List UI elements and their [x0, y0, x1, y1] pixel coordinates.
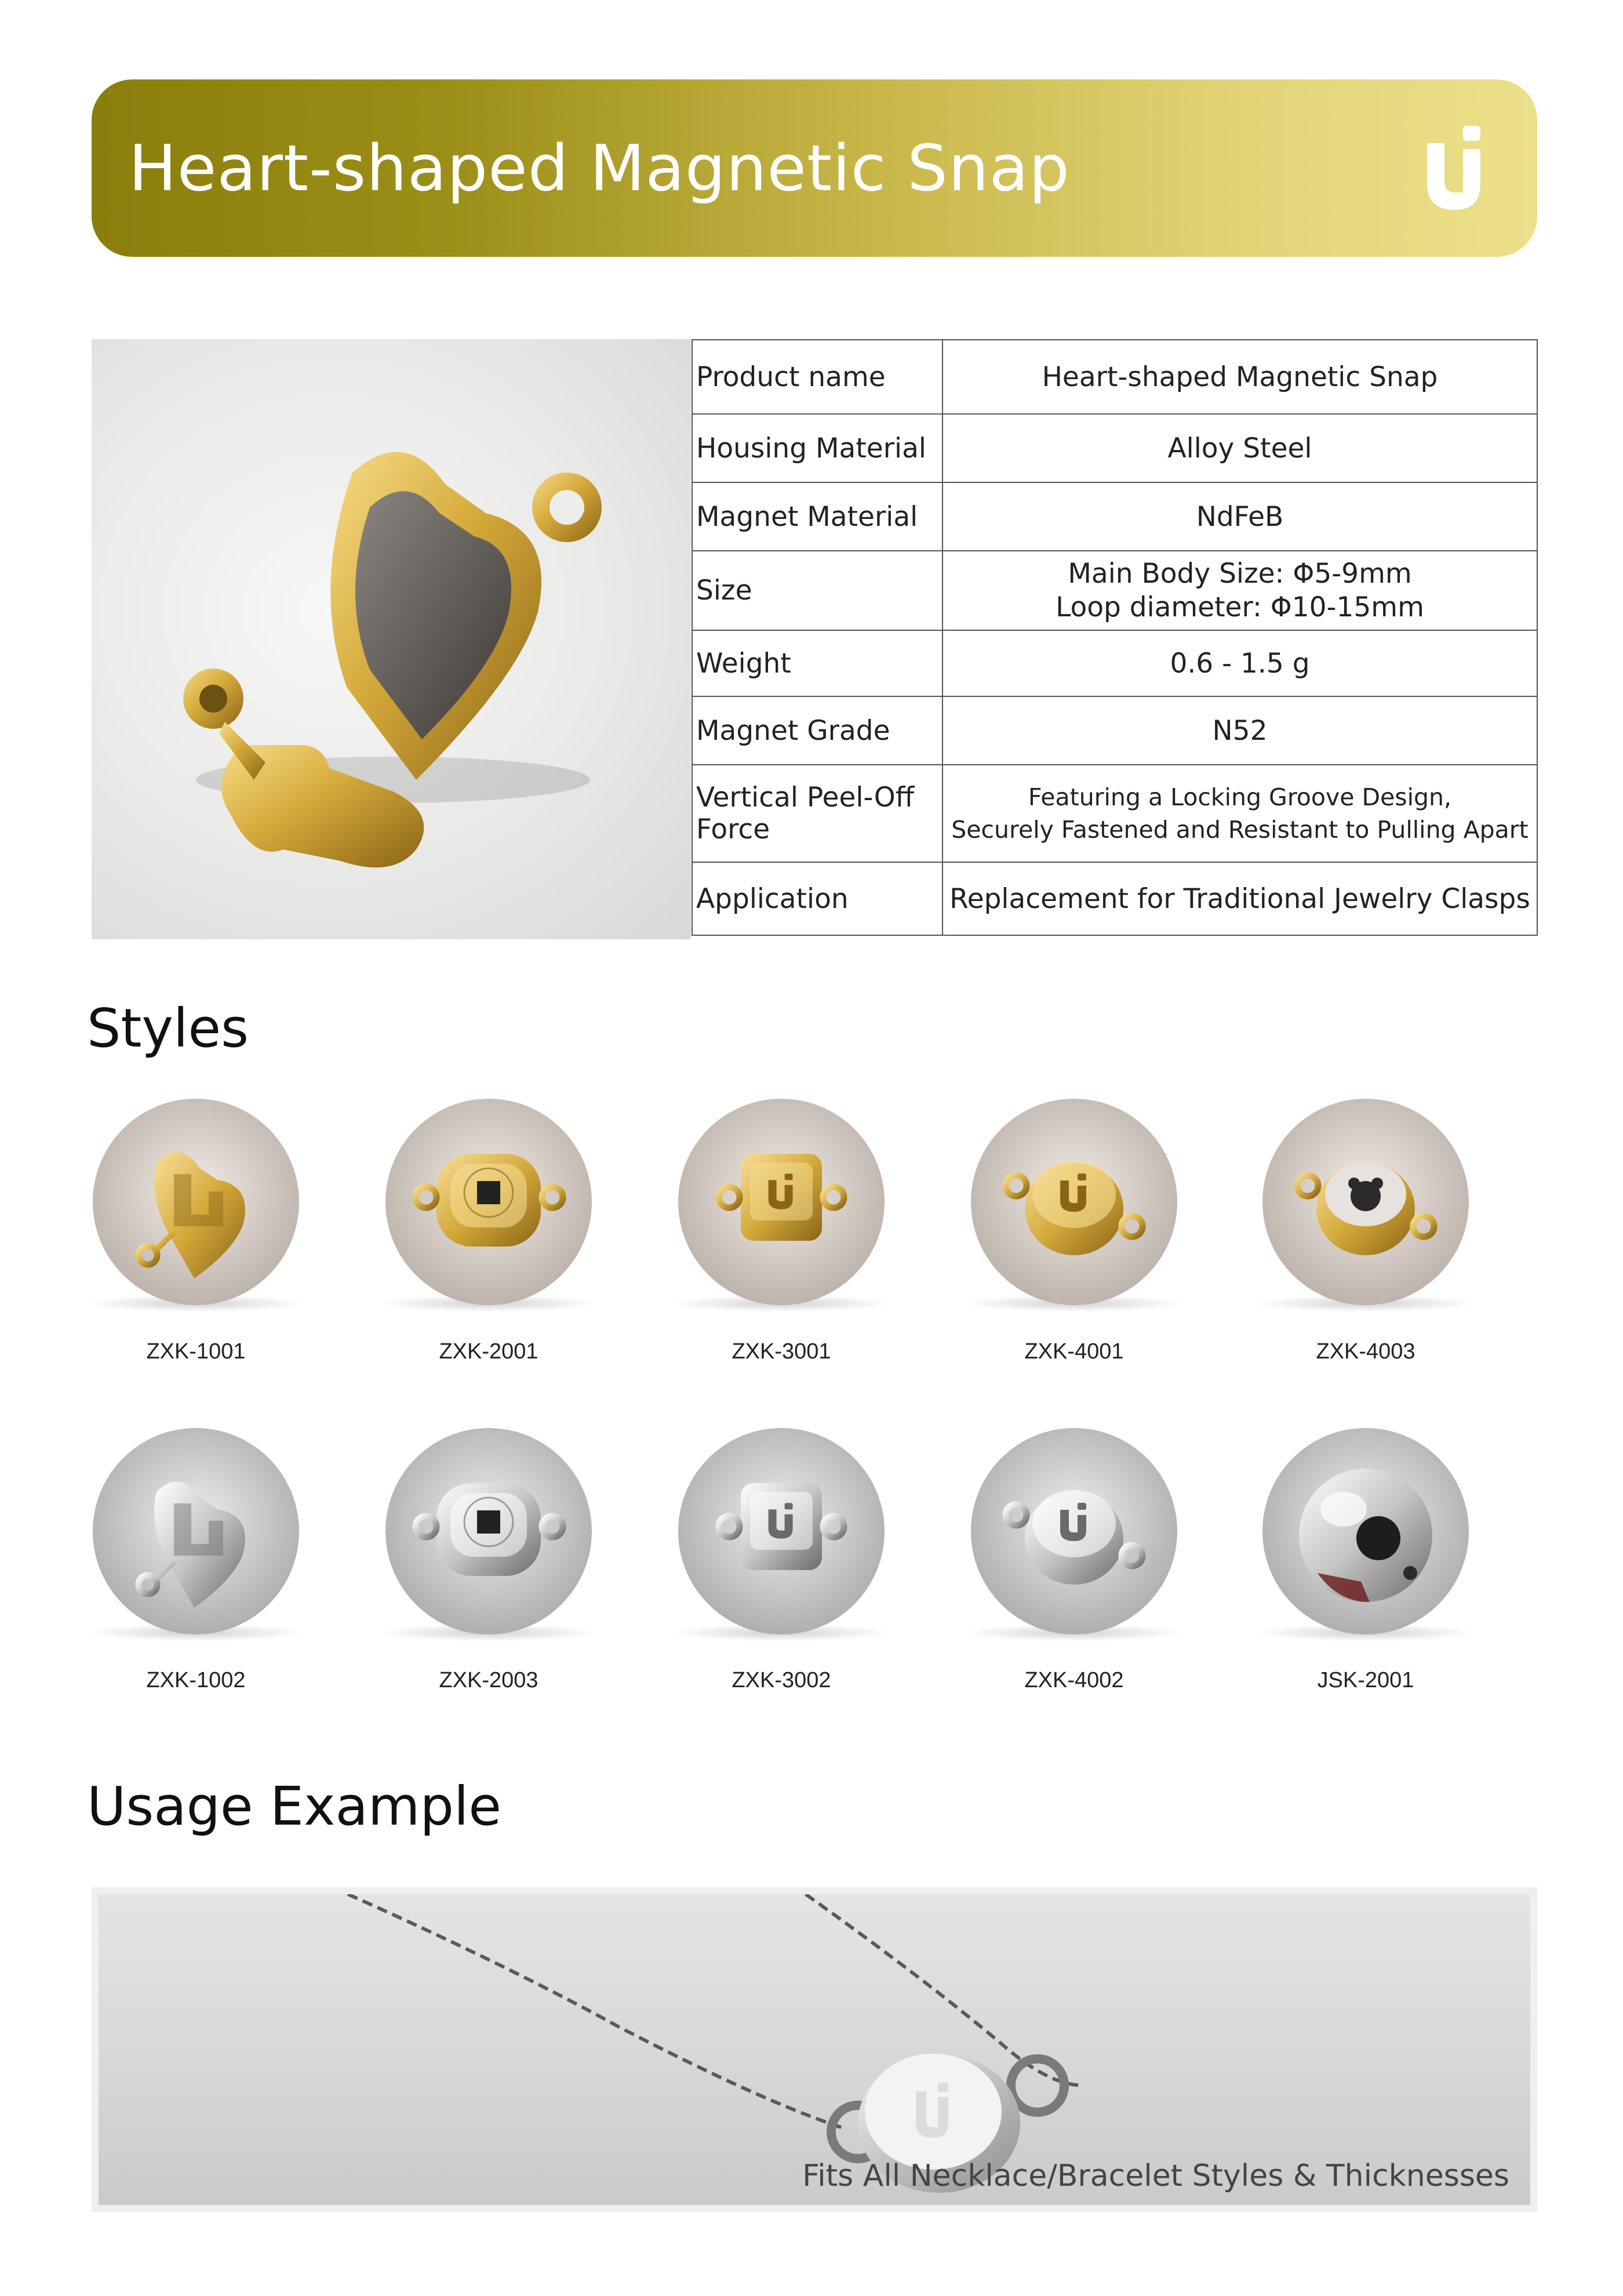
style-thumbnail — [385, 1099, 592, 1305]
style-thumbnail — [678, 1099, 885, 1305]
gold-square-snap-icon — [678, 1099, 885, 1305]
spec-key: Vertical Peel-Off Force — [692, 765, 942, 862]
spec-value-line: Securely Fastened and Resistant to Pulling Apart — [951, 816, 1529, 844]
table-row — [692, 414, 1537, 482]
silver-round-snap-icon — [971, 1428, 1177, 1634]
spec-key: Weight — [692, 630, 942, 696]
spec-value: Alloy Steel — [942, 414, 1537, 482]
gold-heart-snap-icon — [93, 1099, 299, 1305]
silver-heart-snap-icon — [93, 1428, 299, 1634]
style-code-label: ZXK-1001 — [146, 1339, 246, 1364]
usage-caption: Fits All Necklace/Bracelet Styles & Thicknesses — [802, 2159, 1509, 2193]
table-row — [692, 765, 1537, 862]
style-thumbnail — [93, 1099, 299, 1305]
table-row — [692, 482, 1537, 551]
style-thumbnail — [678, 1428, 885, 1634]
gold-clover-snap-icon — [385, 1099, 592, 1305]
spec-value-line: Featuring a Locking Groove Design, — [1028, 783, 1452, 811]
hero-product-image — [92, 339, 691, 939]
spec-value — [942, 551, 1537, 630]
style-thumbnail — [1262, 1099, 1469, 1305]
spec-key: Magnet Material — [692, 482, 942, 551]
style-code-label: ZXK-4002 — [1024, 1668, 1124, 1692]
spec-table — [692, 339, 1538, 936]
usage-heading: Usage Example — [87, 1775, 502, 1837]
table-row — [692, 630, 1537, 696]
spec-key: Housing Material — [692, 414, 942, 482]
spec-value: NdFeB — [942, 482, 1537, 551]
spec-value: Heart-shaped Magnetic Snap — [942, 340, 1537, 414]
silver-clover-snap-icon — [385, 1428, 592, 1634]
gold-round-bear-snap-icon — [1262, 1099, 1469, 1305]
spec-value: 0.6 - 1.5 g — [942, 630, 1537, 696]
silver-square-snap-icon — [678, 1428, 885, 1634]
spec-value — [942, 765, 1537, 862]
page-title: Heart-shaped Magnetic Snap — [129, 131, 1071, 205]
spec-key: Size — [692, 551, 942, 630]
spec-value-line: Loop diameter: Φ10-15mm — [1056, 591, 1424, 623]
style-code-label: ZXK-2001 — [439, 1339, 538, 1364]
style-thumbnail — [971, 1099, 1177, 1305]
style-code-label: ZXK-3002 — [732, 1668, 831, 1692]
style-thumbnail — [1262, 1428, 1469, 1634]
style-code-label: ZXK-4001 — [1024, 1339, 1124, 1364]
table-row — [692, 696, 1537, 765]
style-code-label: ZXK-1002 — [146, 1668, 246, 1692]
style-code-label: JSK-2001 — [1317, 1668, 1414, 1692]
table-row — [692, 551, 1537, 630]
style-code-label: ZXK-4003 — [1316, 1339, 1415, 1364]
spec-key: Magnet Grade — [692, 696, 942, 765]
table-row — [692, 862, 1537, 935]
brand-logo-icon — [1421, 126, 1497, 213]
spec-key: Product name — [692, 340, 942, 414]
style-thumbnail — [971, 1428, 1177, 1634]
silver-ball-snap-icon — [1262, 1428, 1469, 1634]
spec-value-line: Main Body Size: Φ5-9mm — [1068, 557, 1412, 590]
spec-value: Replacement for Traditional Jewelry Clasps — [942, 862, 1537, 935]
gold-round-snap-icon — [971, 1099, 1177, 1305]
style-thumbnail — [385, 1428, 592, 1634]
usage-example-image — [92, 1887, 1537, 2212]
header-banner — [92, 79, 1537, 257]
style-code-label: ZXK-2003 — [439, 1668, 538, 1692]
spec-key: Application — [692, 862, 942, 935]
style-code-label: ZXK-3001 — [732, 1339, 831, 1364]
styles-heading: Styles — [87, 997, 249, 1059]
table-row — [692, 340, 1537, 414]
style-thumbnail — [93, 1428, 299, 1634]
spec-value: N52 — [942, 696, 1537, 765]
